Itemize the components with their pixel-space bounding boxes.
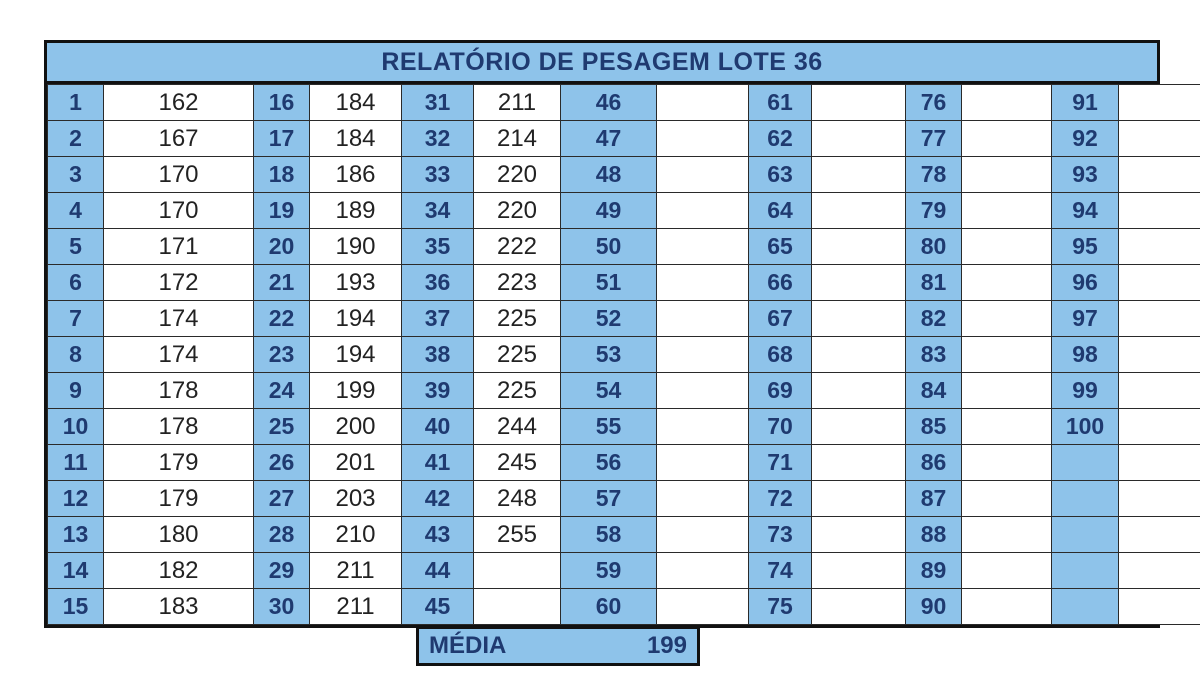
animal-number-57: 57 bbox=[561, 481, 657, 517]
animal-number-33: 33 bbox=[402, 157, 474, 193]
animal-number-16: 16 bbox=[254, 85, 310, 121]
animal-number-8: 8 bbox=[48, 337, 104, 373]
weight-cell-29: 211 bbox=[310, 553, 402, 589]
weight-cell-8: 174 bbox=[104, 337, 254, 373]
weight-cell-46 bbox=[657, 85, 749, 121]
weight-cell-97 bbox=[1119, 301, 1200, 337]
weight-cell-22: 194 bbox=[310, 301, 402, 337]
weight-cell-96 bbox=[1119, 265, 1200, 301]
animal-number-47: 47 bbox=[561, 121, 657, 157]
animal-number-6: 6 bbox=[48, 265, 104, 301]
weight-cell-51 bbox=[657, 265, 749, 301]
weight-cell-81 bbox=[962, 265, 1052, 301]
animal-number-41: 41 bbox=[402, 445, 474, 481]
animal-number-51: 51 bbox=[561, 265, 657, 301]
weight-cell-76 bbox=[962, 85, 1052, 121]
animal-number-38: 38 bbox=[402, 337, 474, 373]
animal-number-96: 96 bbox=[1052, 265, 1119, 301]
weight-cell-79 bbox=[962, 193, 1052, 229]
weight-cell-65 bbox=[812, 229, 906, 265]
weight-cell-85 bbox=[962, 409, 1052, 445]
average-label: MÉDIA bbox=[429, 632, 507, 659]
animal-number-60: 60 bbox=[561, 589, 657, 625]
animal-number-7: 7 bbox=[48, 301, 104, 337]
animal-number-27: 27 bbox=[254, 481, 310, 517]
weight-cell-92 bbox=[1119, 121, 1200, 157]
weight-cell-68 bbox=[812, 337, 906, 373]
table-row bbox=[48, 589, 1200, 625]
animal-number-63: 63 bbox=[749, 157, 812, 193]
weight-cell-64 bbox=[812, 193, 906, 229]
animal-number-68: 68 bbox=[749, 337, 812, 373]
animal-number-103 bbox=[1052, 517, 1119, 553]
weight-cell-50 bbox=[657, 229, 749, 265]
weight-cell-47 bbox=[657, 121, 749, 157]
weight-cell-63 bbox=[812, 157, 906, 193]
weight-cell-72 bbox=[812, 481, 906, 517]
weight-cell-6: 172 bbox=[104, 265, 254, 301]
weight-cell-1: 162 bbox=[104, 85, 254, 121]
weight-cell-38: 225 bbox=[474, 337, 561, 373]
animal-number-76: 76 bbox=[906, 85, 962, 121]
animal-number-39: 39 bbox=[402, 373, 474, 409]
animal-number-45: 45 bbox=[402, 589, 474, 625]
animal-number-54: 54 bbox=[561, 373, 657, 409]
animal-number-21: 21 bbox=[254, 265, 310, 301]
animal-number-52: 52 bbox=[561, 301, 657, 337]
table-row bbox=[48, 517, 1200, 553]
animal-number-83: 83 bbox=[906, 337, 962, 373]
animal-number-69: 69 bbox=[749, 373, 812, 409]
table-row bbox=[48, 193, 1200, 229]
weight-cell-27: 203 bbox=[310, 481, 402, 517]
weight-cell-61 bbox=[812, 85, 906, 121]
animal-number-64: 64 bbox=[749, 193, 812, 229]
animal-number-44: 44 bbox=[402, 553, 474, 589]
weight-cell-40: 244 bbox=[474, 409, 561, 445]
weight-cell-36: 223 bbox=[474, 265, 561, 301]
weight-cell-91 bbox=[1119, 85, 1200, 121]
weight-cell-53 bbox=[657, 337, 749, 373]
animal-number-37: 37 bbox=[402, 301, 474, 337]
animal-number-99: 99 bbox=[1052, 373, 1119, 409]
weight-cell-101 bbox=[1119, 445, 1200, 481]
table-row bbox=[48, 409, 1200, 445]
animal-number-78: 78 bbox=[906, 157, 962, 193]
weight-cell-94 bbox=[1119, 193, 1200, 229]
weight-cell-9: 178 bbox=[104, 373, 254, 409]
weight-cell-14: 182 bbox=[104, 553, 254, 589]
weight-cell-70 bbox=[812, 409, 906, 445]
animal-number-20: 20 bbox=[254, 229, 310, 265]
animal-number-19: 19 bbox=[254, 193, 310, 229]
animal-number-43: 43 bbox=[402, 517, 474, 553]
table-row bbox=[48, 121, 1200, 157]
animal-number-81: 81 bbox=[906, 265, 962, 301]
weight-cell-86 bbox=[962, 445, 1052, 481]
weight-cell-15: 183 bbox=[104, 589, 254, 625]
weight-cell-7: 174 bbox=[104, 301, 254, 337]
weight-cell-66 bbox=[812, 265, 906, 301]
animal-number-87: 87 bbox=[906, 481, 962, 517]
animal-number-50: 50 bbox=[561, 229, 657, 265]
animal-number-2: 2 bbox=[48, 121, 104, 157]
weight-cell-83 bbox=[962, 337, 1052, 373]
animal-number-56: 56 bbox=[561, 445, 657, 481]
weight-cell-77 bbox=[962, 121, 1052, 157]
animal-number-40: 40 bbox=[402, 409, 474, 445]
weight-cell-90 bbox=[962, 589, 1052, 625]
animal-number-22: 22 bbox=[254, 301, 310, 337]
weight-cell-104 bbox=[1119, 553, 1200, 589]
weight-cell-10: 178 bbox=[104, 409, 254, 445]
animal-number-5: 5 bbox=[48, 229, 104, 265]
weight-cell-5: 171 bbox=[104, 229, 254, 265]
weight-cell-102 bbox=[1119, 481, 1200, 517]
weight-cell-43: 255 bbox=[474, 517, 561, 553]
weight-cell-74 bbox=[812, 553, 906, 589]
animal-number-93: 93 bbox=[1052, 157, 1119, 193]
weight-cell-17: 184 bbox=[310, 121, 402, 157]
weight-cell-78 bbox=[962, 157, 1052, 193]
weight-cell-55 bbox=[657, 409, 749, 445]
weight-cell-35: 222 bbox=[474, 229, 561, 265]
animal-number-10: 10 bbox=[48, 409, 104, 445]
weight-cell-20: 190 bbox=[310, 229, 402, 265]
weight-cell-88 bbox=[962, 517, 1052, 553]
weight-cell-60 bbox=[657, 589, 749, 625]
animal-number-91: 91 bbox=[1052, 85, 1119, 121]
weight-cell-16: 184 bbox=[310, 85, 402, 121]
weight-cell-52 bbox=[657, 301, 749, 337]
animal-number-80: 80 bbox=[906, 229, 962, 265]
weight-cell-2: 167 bbox=[104, 121, 254, 157]
animal-number-28: 28 bbox=[254, 517, 310, 553]
animal-number-32: 32 bbox=[402, 121, 474, 157]
animal-number-82: 82 bbox=[906, 301, 962, 337]
animal-number-23: 23 bbox=[254, 337, 310, 373]
weight-cell-21: 193 bbox=[310, 265, 402, 301]
table-row bbox=[48, 265, 1200, 301]
table-row bbox=[48, 553, 1200, 589]
animal-number-55: 55 bbox=[561, 409, 657, 445]
weight-cell-45 bbox=[474, 589, 561, 625]
table-row bbox=[48, 157, 1200, 193]
weight-cell-23: 194 bbox=[310, 337, 402, 373]
animal-number-46: 46 bbox=[561, 85, 657, 121]
report-title: RELATÓRIO DE PESAGEM LOTE 36 bbox=[47, 43, 1157, 84]
weight-cell-48 bbox=[657, 157, 749, 193]
animal-number-86: 86 bbox=[906, 445, 962, 481]
animal-number-66: 66 bbox=[749, 265, 812, 301]
animal-number-88: 88 bbox=[906, 517, 962, 553]
weight-cell-87 bbox=[962, 481, 1052, 517]
animal-number-13: 13 bbox=[48, 517, 104, 553]
weight-cell-98 bbox=[1119, 337, 1200, 373]
animal-number-77: 77 bbox=[906, 121, 962, 157]
weight-cell-105 bbox=[1119, 589, 1200, 625]
weight-cell-49 bbox=[657, 193, 749, 229]
animal-number-4: 4 bbox=[48, 193, 104, 229]
weight-cell-67 bbox=[812, 301, 906, 337]
animal-number-73: 73 bbox=[749, 517, 812, 553]
table-row bbox=[48, 85, 1200, 121]
weight-cell-71 bbox=[812, 445, 906, 481]
weight-cell-82 bbox=[962, 301, 1052, 337]
table-row bbox=[48, 373, 1200, 409]
table-row bbox=[48, 337, 1200, 373]
weight-cell-59 bbox=[657, 553, 749, 589]
weight-cell-56 bbox=[657, 445, 749, 481]
animal-number-31: 31 bbox=[402, 85, 474, 121]
animal-number-61: 61 bbox=[749, 85, 812, 121]
animal-number-11: 11 bbox=[48, 445, 104, 481]
weight-cell-34: 220 bbox=[474, 193, 561, 229]
animal-number-48: 48 bbox=[561, 157, 657, 193]
weight-cell-25: 200 bbox=[310, 409, 402, 445]
weight-cell-54 bbox=[657, 373, 749, 409]
weight-cell-80 bbox=[962, 229, 1052, 265]
average-value: 199 bbox=[646, 632, 687, 659]
weight-cell-19: 189 bbox=[310, 193, 402, 229]
weight-cell-33: 220 bbox=[474, 157, 561, 193]
weight-cell-28: 210 bbox=[310, 517, 402, 553]
animal-number-12: 12 bbox=[48, 481, 104, 517]
weight-cell-73 bbox=[812, 517, 906, 553]
weight-cell-3: 170 bbox=[104, 157, 254, 193]
table-row bbox=[48, 301, 1200, 337]
weight-cell-58 bbox=[657, 517, 749, 553]
animal-number-62: 62 bbox=[749, 121, 812, 157]
animal-number-71: 71 bbox=[749, 445, 812, 481]
animal-number-84: 84 bbox=[906, 373, 962, 409]
weight-cell-69 bbox=[812, 373, 906, 409]
animal-number-74: 74 bbox=[749, 553, 812, 589]
animal-number-98: 98 bbox=[1052, 337, 1119, 373]
table-row bbox=[48, 481, 1200, 517]
animal-number-70: 70 bbox=[749, 409, 812, 445]
animal-number-58: 58 bbox=[561, 517, 657, 553]
weight-cell-75 bbox=[812, 589, 906, 625]
animal-number-101 bbox=[1052, 445, 1119, 481]
animal-number-9: 9 bbox=[48, 373, 104, 409]
animal-number-36: 36 bbox=[402, 265, 474, 301]
weight-cell-11: 179 bbox=[104, 445, 254, 481]
animal-number-75: 75 bbox=[749, 589, 812, 625]
animal-number-3: 3 bbox=[48, 157, 104, 193]
animal-number-30: 30 bbox=[254, 589, 310, 625]
animal-number-42: 42 bbox=[402, 481, 474, 517]
weight-cell-30: 211 bbox=[310, 589, 402, 625]
weight-cell-26: 201 bbox=[310, 445, 402, 481]
weighing-table bbox=[47, 84, 1200, 625]
animal-number-94: 94 bbox=[1052, 193, 1119, 229]
animal-number-15: 15 bbox=[48, 589, 104, 625]
animal-number-100: 100 bbox=[1052, 409, 1119, 445]
weight-cell-4: 170 bbox=[104, 193, 254, 229]
animal-number-79: 79 bbox=[906, 193, 962, 229]
weight-cell-100 bbox=[1119, 409, 1200, 445]
weight-cell-12: 179 bbox=[104, 481, 254, 517]
animal-number-35: 35 bbox=[402, 229, 474, 265]
animal-number-14: 14 bbox=[48, 553, 104, 589]
weight-cell-95 bbox=[1119, 229, 1200, 265]
animal-number-17: 17 bbox=[254, 121, 310, 157]
weight-cell-99 bbox=[1119, 373, 1200, 409]
weight-cell-89 bbox=[962, 553, 1052, 589]
animal-number-18: 18 bbox=[254, 157, 310, 193]
weight-cell-103 bbox=[1119, 517, 1200, 553]
weight-cell-24: 199 bbox=[310, 373, 402, 409]
animal-number-105 bbox=[1052, 589, 1119, 625]
weight-cell-31: 211 bbox=[474, 85, 561, 121]
weight-cell-84 bbox=[962, 373, 1052, 409]
table-row bbox=[48, 229, 1200, 265]
table-row bbox=[48, 445, 1200, 481]
animal-number-25: 25 bbox=[254, 409, 310, 445]
animal-number-53: 53 bbox=[561, 337, 657, 373]
animal-number-92: 92 bbox=[1052, 121, 1119, 157]
animal-number-90: 90 bbox=[906, 589, 962, 625]
weight-cell-44 bbox=[474, 553, 561, 589]
animal-number-97: 97 bbox=[1052, 301, 1119, 337]
animal-number-102 bbox=[1052, 481, 1119, 517]
animal-number-49: 49 bbox=[561, 193, 657, 229]
animal-number-26: 26 bbox=[254, 445, 310, 481]
animal-number-72: 72 bbox=[749, 481, 812, 517]
animal-number-67: 67 bbox=[749, 301, 812, 337]
weight-cell-37: 225 bbox=[474, 301, 561, 337]
weight-cell-13: 180 bbox=[104, 517, 254, 553]
weight-cell-39: 225 bbox=[474, 373, 561, 409]
animal-number-89: 89 bbox=[906, 553, 962, 589]
weighing-report bbox=[44, 40, 1160, 628]
animal-number-24: 24 bbox=[254, 373, 310, 409]
weight-cell-41: 245 bbox=[474, 445, 561, 481]
weight-cell-18: 186 bbox=[310, 157, 402, 193]
animal-number-34: 34 bbox=[402, 193, 474, 229]
animal-number-59: 59 bbox=[561, 553, 657, 589]
weight-cell-32: 214 bbox=[474, 121, 561, 157]
animal-number-1: 1 bbox=[48, 85, 104, 121]
average-summary bbox=[416, 626, 700, 666]
weight-cell-57 bbox=[657, 481, 749, 517]
weight-cell-62 bbox=[812, 121, 906, 157]
animal-number-65: 65 bbox=[749, 229, 812, 265]
animal-number-104 bbox=[1052, 553, 1119, 589]
animal-number-29: 29 bbox=[254, 553, 310, 589]
animal-number-95: 95 bbox=[1052, 229, 1119, 265]
weight-cell-93 bbox=[1119, 157, 1200, 193]
weight-cell-42: 248 bbox=[474, 481, 561, 517]
animal-number-85: 85 bbox=[906, 409, 962, 445]
